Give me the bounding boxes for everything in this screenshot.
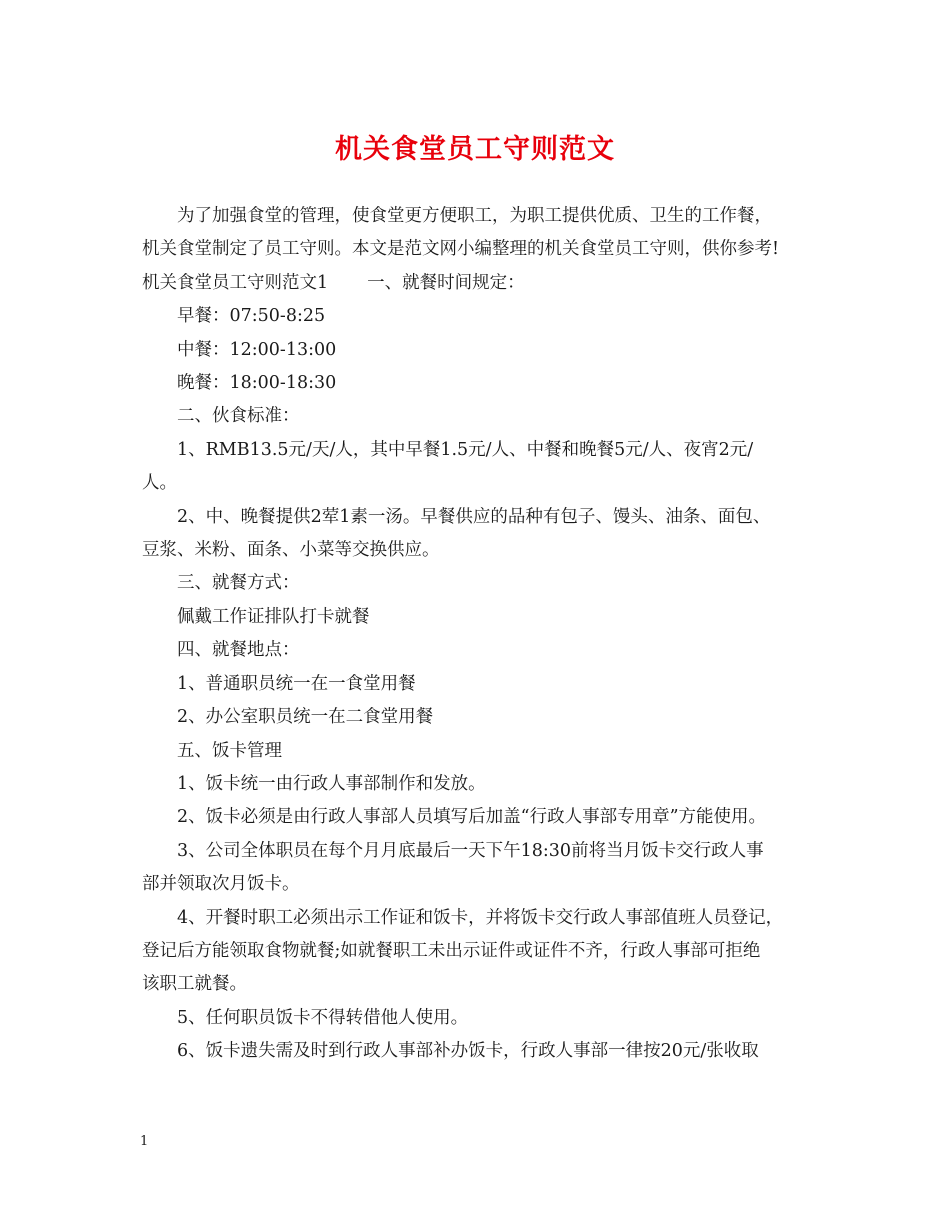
text-line: 机关食堂制定了员工守则。本文是范文网小编整理的机关食堂员工守则，供你参考! — [142, 239, 780, 260]
text-line: 1、普通职员统一在一食堂用餐 — [177, 673, 416, 694]
text-line: 3、公司全体职员在每个月月底最后一天下午18:30前将当月饭卡交行政人事 — [177, 840, 764, 861]
text-line: 登记后方能领取食物就餐;如就餐职工未出示证件或证件不齐，行政人事部可拒绝 — [142, 940, 761, 961]
text-line: 机关食堂员工守则范文1 一、就餐时间规定： — [142, 272, 525, 293]
text-line: 豆浆、米粉、面条、小菜等交换供应。 — [142, 540, 440, 561]
text-line: 中餐：12:00-13:00 — [177, 339, 337, 360]
text-line: 6、饭卡遗失需及时到行政人事部补办饭卡，行政人事部一律按20元/张收取 — [177, 1041, 759, 1062]
text-line: 5、任何职员饭卡不得转借他人使用。 — [177, 1007, 469, 1028]
text-line: 三、就餐方式： — [177, 573, 300, 594]
text-line: 1、RMB13.5元/天/人，其中早餐1.5元/人、中餐和晚餐5元/人、夜宵2元/ — [177, 439, 754, 460]
text-line: 2、中、晚餐提供2荤1素一汤。早餐供应的品种有包子、馒头、油条、面包、 — [177, 506, 771, 527]
text-line: 佩戴工作证排队打卡就餐 — [177, 606, 370, 627]
text-line: 2、办公室职员统一在二食堂用餐 — [177, 707, 434, 728]
text-line: 部并领取次月饭卡。 — [142, 874, 300, 895]
text-line: 晚餐：18:00-18:30 — [177, 373, 337, 394]
text-line: 该职工就餐。 — [142, 974, 247, 995]
text-line: 4、开餐时职工必须出示工作证和饭卡，并将饭卡交行政人事部值班人员登记， — [177, 907, 784, 928]
page-number: 1 — [140, 1134, 149, 1149]
text-line: 二、伙食标准： — [177, 406, 300, 427]
text-line: 人。 — [142, 473, 177, 494]
text-line: 为了加强食堂的管理，使食堂更方便职工，为职工提供优质、卫生的工作餐， — [177, 206, 772, 226]
text-line: 五、饭卡管理 — [177, 740, 282, 761]
text-line: 1、饭卡统一由行政人事部制作和发放。 — [177, 773, 486, 794]
text-line: 早餐：07:50-8:25 — [177, 306, 326, 327]
document-body — [142, 200, 832, 1069]
document-title: 机关食堂员工守则范文 — [335, 134, 615, 165]
text-line: 2、饭卡必须是由行政人事部人员填写后加盖“行政人事部专用章”方能使用。 — [177, 807, 767, 828]
text-line: 四、就餐地点： — [177, 640, 300, 661]
